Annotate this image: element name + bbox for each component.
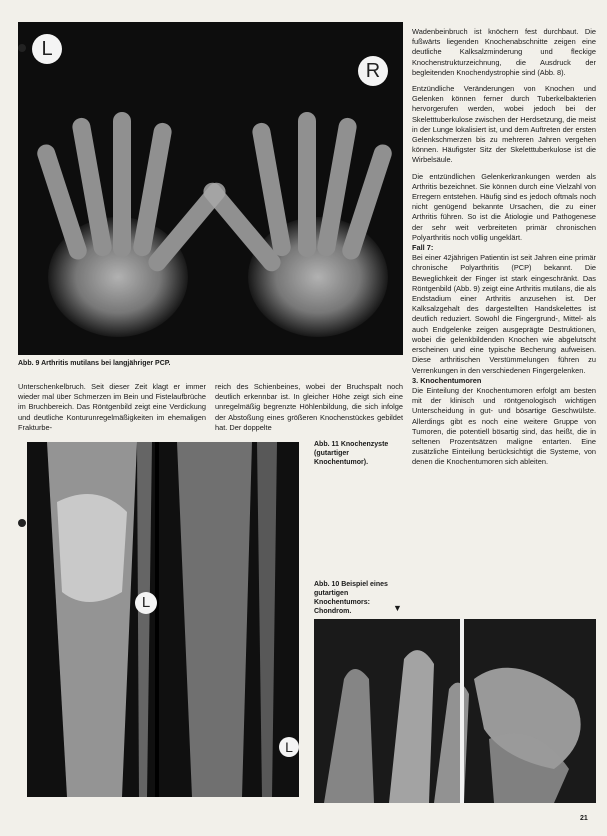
bone-xray-image: [27, 442, 299, 797]
figure-9-caption: Abb. 9 Arthritis mutilans bei langjähriger PCP.: [18, 360, 171, 367]
figure-11-caption: Abb. 11 Knochenzyste (gutartiger Knochentumor).: [314, 441, 389, 466]
hands-xray-drawing: [18, 22, 403, 355]
arrow-down-icon: ▼: [393, 603, 402, 613]
xray-marker-l-2: L: [279, 737, 299, 757]
hands-xray-image: [18, 22, 403, 355]
mid-text-col-2: reich des Schienbeines, wobei der Bruchspalt noch deutlich erkennbar ist. In gleicher Höhe zeigt sich eine unregelmäßig begrenzte Höhlenbildung, die sich infolge der Abstoßung eines größeren Knochenstückes gebildet hat. Der doppelte: [215, 382, 403, 432]
right-text-column: [412, 27, 596, 468]
bone-xray-drawing: [27, 442, 299, 797]
paragraph-5: Die Einteilung der Knochentumoren erfolgt am besten mit der klinisch und röntgenologisch wichtigen Unterscheidung in gut- und bösartige Geschwülste. Allerdings gibt es noch eine weitere Gruppe von Tumoren, die potentiell bösartig sind, das heißt, die in seltenen Prozentsätzen maligne entarten. Eine zusätzliche Einteilung berücksichtigt die Systeme, von denen die Knochentumoren sich ableiten.: [412, 385, 596, 467]
bullet-mark-2: [18, 44, 26, 52]
chondroma-xray-drawing: [314, 619, 596, 803]
section-heading-bone-tumors: 3. Knochentumoren: [412, 375, 482, 385]
paragraph-4: Bei einer 42jährigen Patientin ist seit Jahren eine primär chronische Polyarthritis (PCP) bekannt. Die Beweglichkeit der Finger ist stark eingeschränkt. Das Röntgenbild (Abb. 9) zeigt eine Arthritis mutilans, die als Endstadium einer Arthritis anzusehen ist. Der Kalksalzgehalt des dargestellten Handskelettes ist deutlich reduziert. Sowohl die Fingergrund-, Mittel- als auch Endgelenke zeigen ausgeprägte Destruktionen, wobei die gelenkbildenden Knochen wie abgelutscht erscheinen und eine typische Becherung aufweisen. Diese arthritischen Verstümmelungen führen zu Verrenkungen in den verschiedenen Fingergelenken.: [412, 253, 596, 375]
xray-marker-right: R: [358, 56, 388, 86]
xray-marker-left: L: [32, 34, 62, 64]
paragraph-1: Wadenbeinbruch ist knöchern fest durchbaut. Die fußwärts liegenden Knochenabschnitte zeigen eine deutliche Kalksalzminderung und fleckige Knochenstrukturzeichnung, die Ausdruck der begleitenden Knochendystrophie sind (Abb. 8).: [412, 27, 596, 77]
case-heading: Fall 7:: [412, 243, 434, 253]
paragraph-2: Entzündliche Veränderungen von Knochen und Gelenken können ferner durch Tuberkelbakterien hervorgerufen werden, wobei jedoch bei der Skeletttuberkulose zwischen der Herdsetzung, die meist in der Lunge lokalisiert ist, und dem Auftreten der ersten Gelenkschmerzen bis zu mehreren Jahren vergehen können. Häufigster Sitz der Skeletttuberkulose ist die Wirbelsäule.: [412, 84, 596, 165]
chondroma-xray-image: [314, 619, 596, 803]
mid-text-col-1: Unterschenkelbruch. Seit dieser Zeit klagt er immer wieder mal über Schmerzen im Bein und Fistelaufbrüche im Bruchbereich. Das Röntgenbild zeigt eine Verdickung und deutliche Konturunregelmäßigkeiten im ehemaligen Frakturbe-: [18, 382, 206, 432]
xray-marker-l-1: L: [135, 592, 157, 614]
paragraph-3: Die entzündlichen Gelenkerkrankungen werden als Arthritis bezeichnet. Sie können durch eine Vielzahl von Erregern entstehen. Häufig sind es jedoch oftmals noch nicht genügend bekannte Ursachen, die zu einer Arthritis führen. So ist die Ätiologie und Pathogenese der sehr weit verbreiteten primär chronischen Polyarthritis noch völlig ungeklärt.: [412, 171, 596, 242]
page-number: 21: [580, 815, 588, 822]
figure-10-caption: Abb. 10 Beispiel eines gutartigen Knochentumors: Chondrom.: [314, 581, 388, 615]
bullet-mark-1: [18, 519, 26, 527]
